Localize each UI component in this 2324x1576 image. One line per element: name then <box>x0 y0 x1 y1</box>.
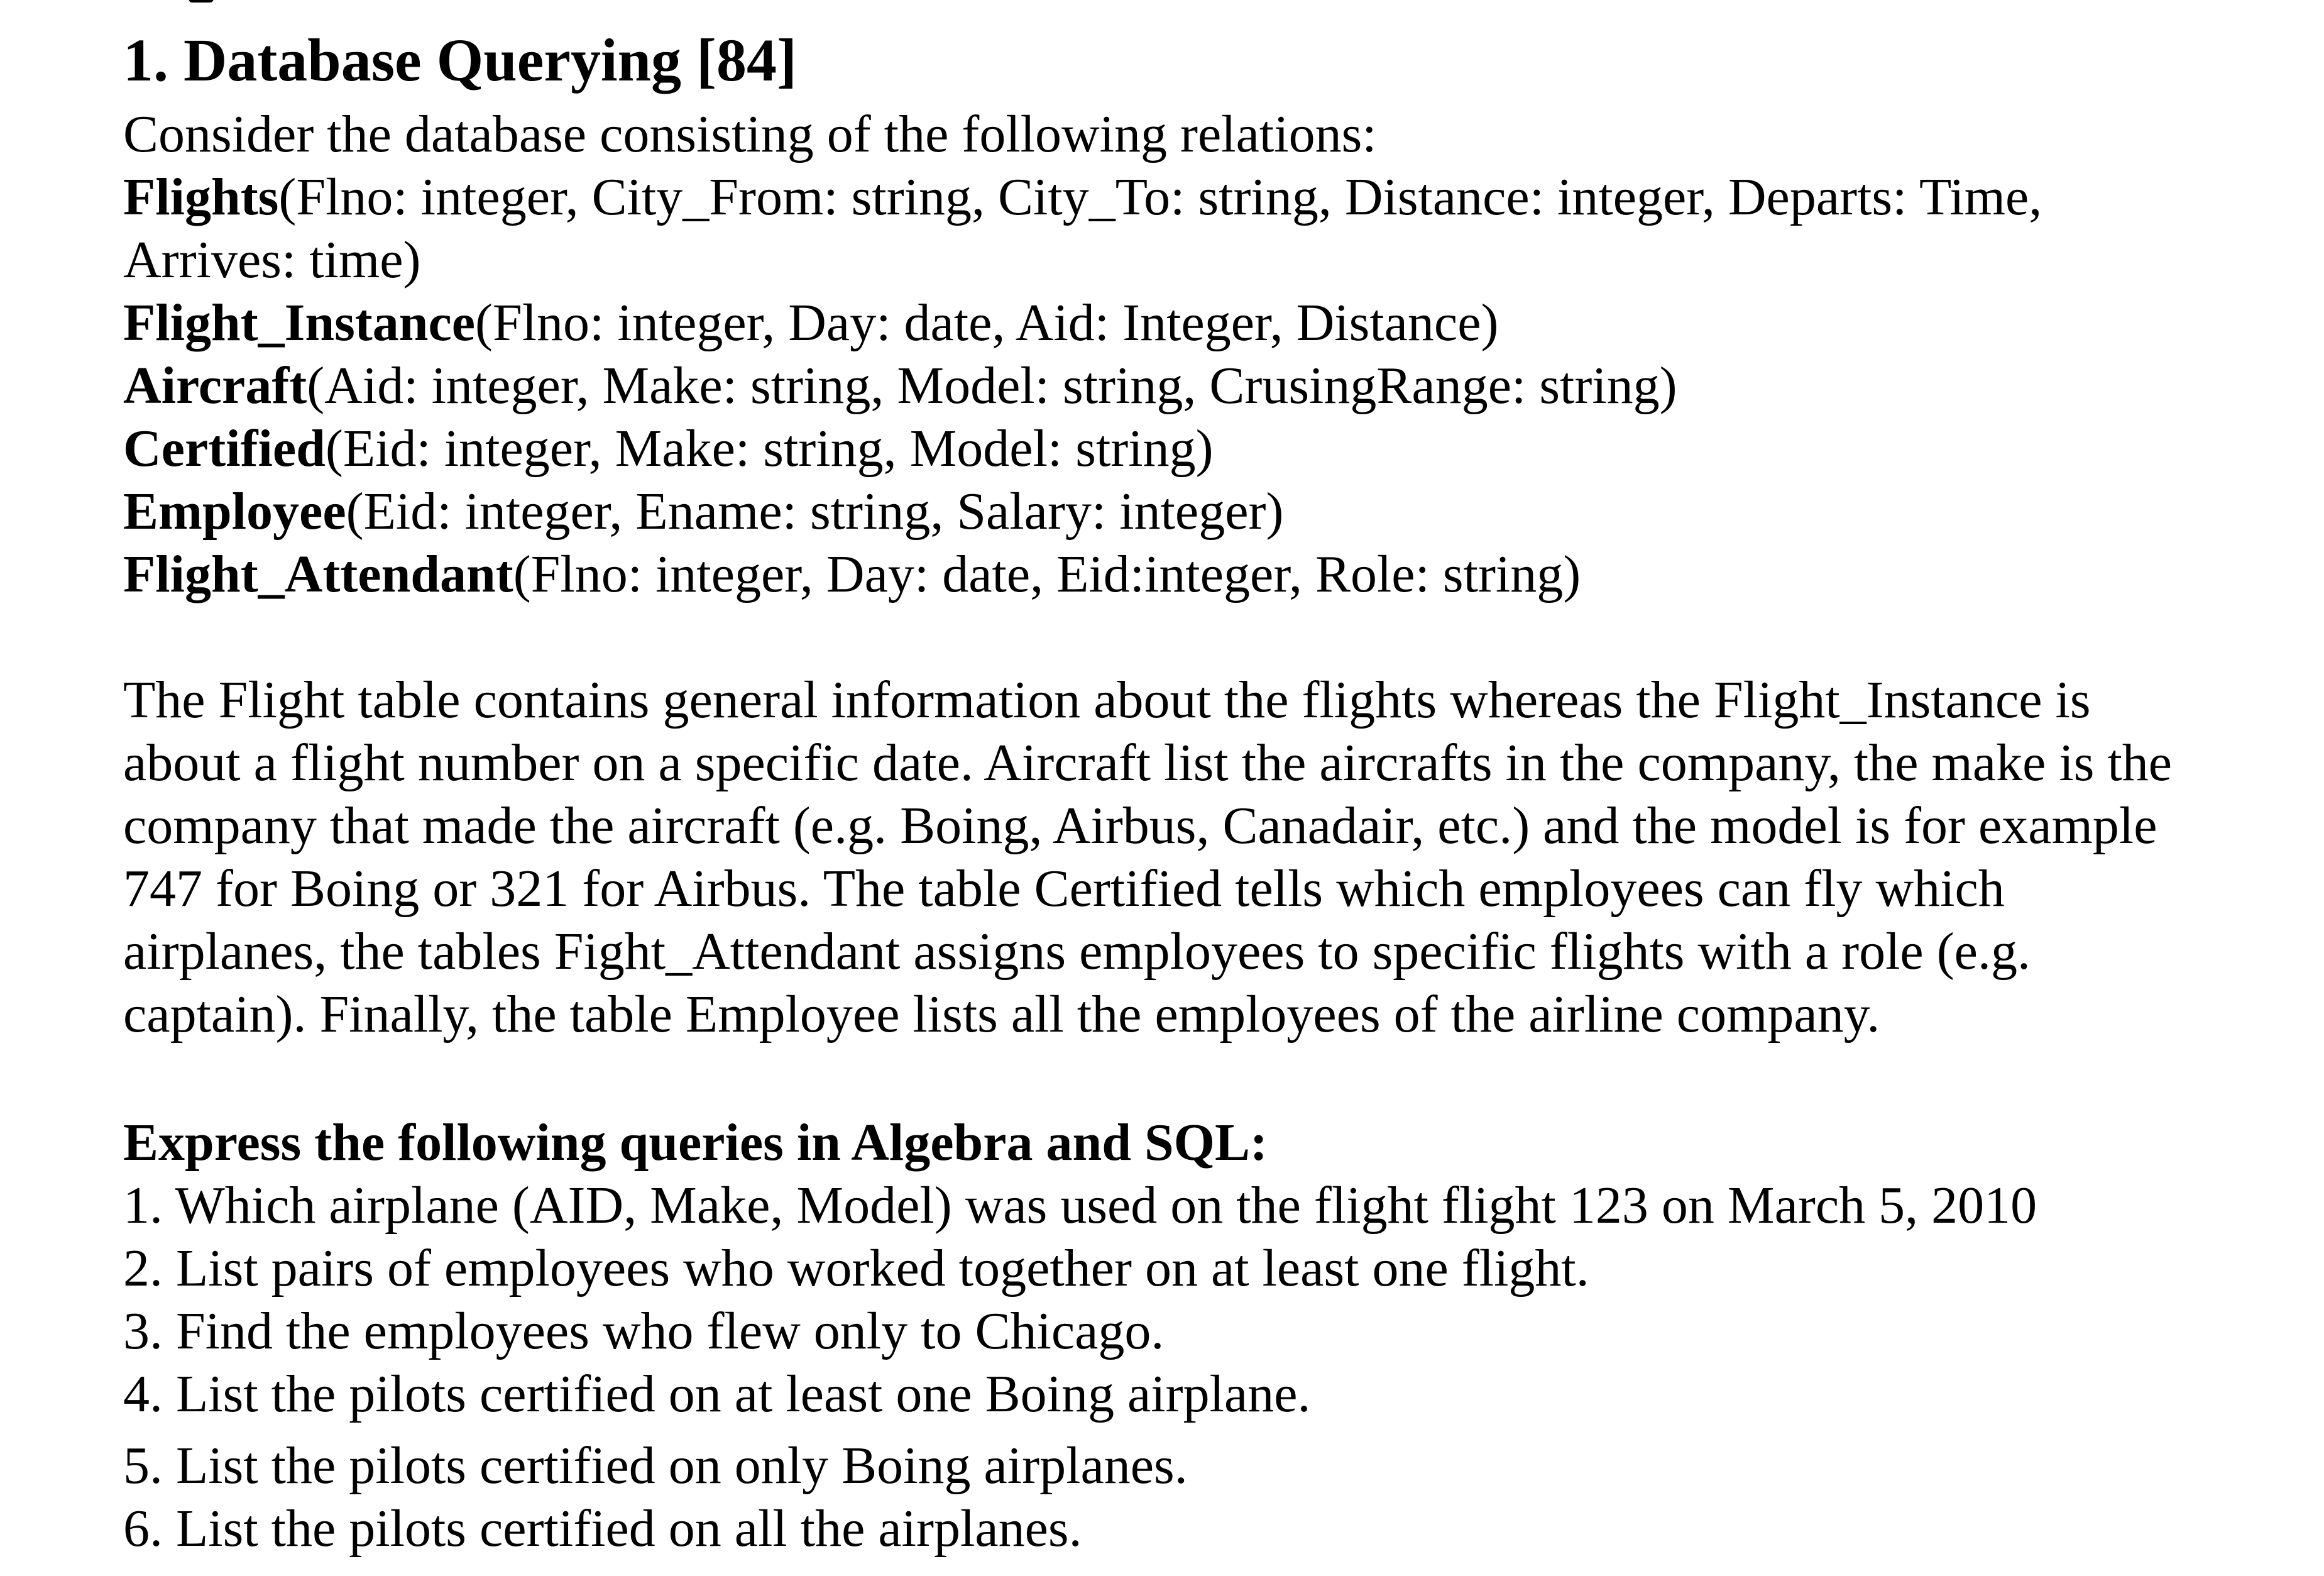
query-item: 2. List pairs of employees who worked together on at least one flight. <box>123 1239 1589 1298</box>
relation-employee <box>123 480 1283 543</box>
relation-attributes: (Aid: integer, Make: string, Model: string, CrusingRange: string) <box>307 356 1677 415</box>
description-line: 747 for Boing or 321 for Airbus. The table Certified tells which employees can fly which <box>123 859 2005 918</box>
query-item: 4. List the pilots certified on at least one Boing airplane. <box>123 1365 1311 1423</box>
cropped-text-fragment <box>189 0 214 3</box>
relation-name: Flight_Attendant <box>123 545 513 603</box>
relation-attributes: (Eid: integer, Make: string, Model: string) <box>325 419 1214 478</box>
relation-attributes: (Flno: integer, Day: date, Eid:integer, Role: string) <box>513 545 1581 603</box>
relation-name: Employee <box>123 482 346 541</box>
relation-flight-attendant <box>123 543 1581 606</box>
relation-name: Flights <box>123 168 279 226</box>
description-line: about a flight number on a specific date. Aircraft list the aircrafts in the company, the make is the <box>123 734 2173 792</box>
relation-attributes: (Flno: integer, City_From: string, City_To: string, Distance: integer, Departs: Time, <box>278 168 2042 226</box>
relation-attributes: (Eid: integer, Ename: string, Salary: integer) <box>346 482 1284 541</box>
relation-name: Flight_Instance <box>123 294 476 352</box>
query-item: 3. Find the employees who flew only to Chicago. <box>123 1302 1165 1360</box>
queries-heading: Express the following queries in Algebra and SQL: <box>123 1113 1268 1172</box>
description-line: captain). Finally, the table Employee lists all the employees of the airline company. <box>123 985 1880 1044</box>
relation-flight-instance <box>123 292 1498 355</box>
description-line: company that made the aircraft (e.g. Boing, Airbus, Canadair, etc.) and the model is for example <box>123 796 2157 855</box>
relation-certified <box>123 417 1214 480</box>
query-item: 6. List the pilots certified on all the airplanes. <box>123 1499 1082 1558</box>
intro-text: Consider the database consisting of the following relations: <box>123 105 1377 163</box>
description-line: airplanes, the tables Fight_Attendant assigns employees to specific flights with a role (e.g. <box>123 922 2031 981</box>
relation-flights-continued: Arrives: time) <box>123 231 421 289</box>
query-item: 1. Which airplane (AID, Make, Model) was used on the flight flight 123 on March 5, 2010 <box>123 1176 2037 1235</box>
section-title: 1. Database Querying [84] <box>123 26 797 94</box>
query-item: 5. List the pilots certified on only Boing airplanes. <box>123 1436 1188 1495</box>
relation-name: Aircraft <box>123 356 307 415</box>
relation-aircraft <box>123 355 1677 417</box>
relation-flights <box>123 166 2042 229</box>
relation-attributes: (Flno: integer, Day: date, Aid: Integer, Distance) <box>475 294 1499 352</box>
description-line: The Flight table contains general information about the flights whereas the Flight_Instance is <box>123 671 2091 729</box>
relation-name: Certified <box>123 419 326 478</box>
